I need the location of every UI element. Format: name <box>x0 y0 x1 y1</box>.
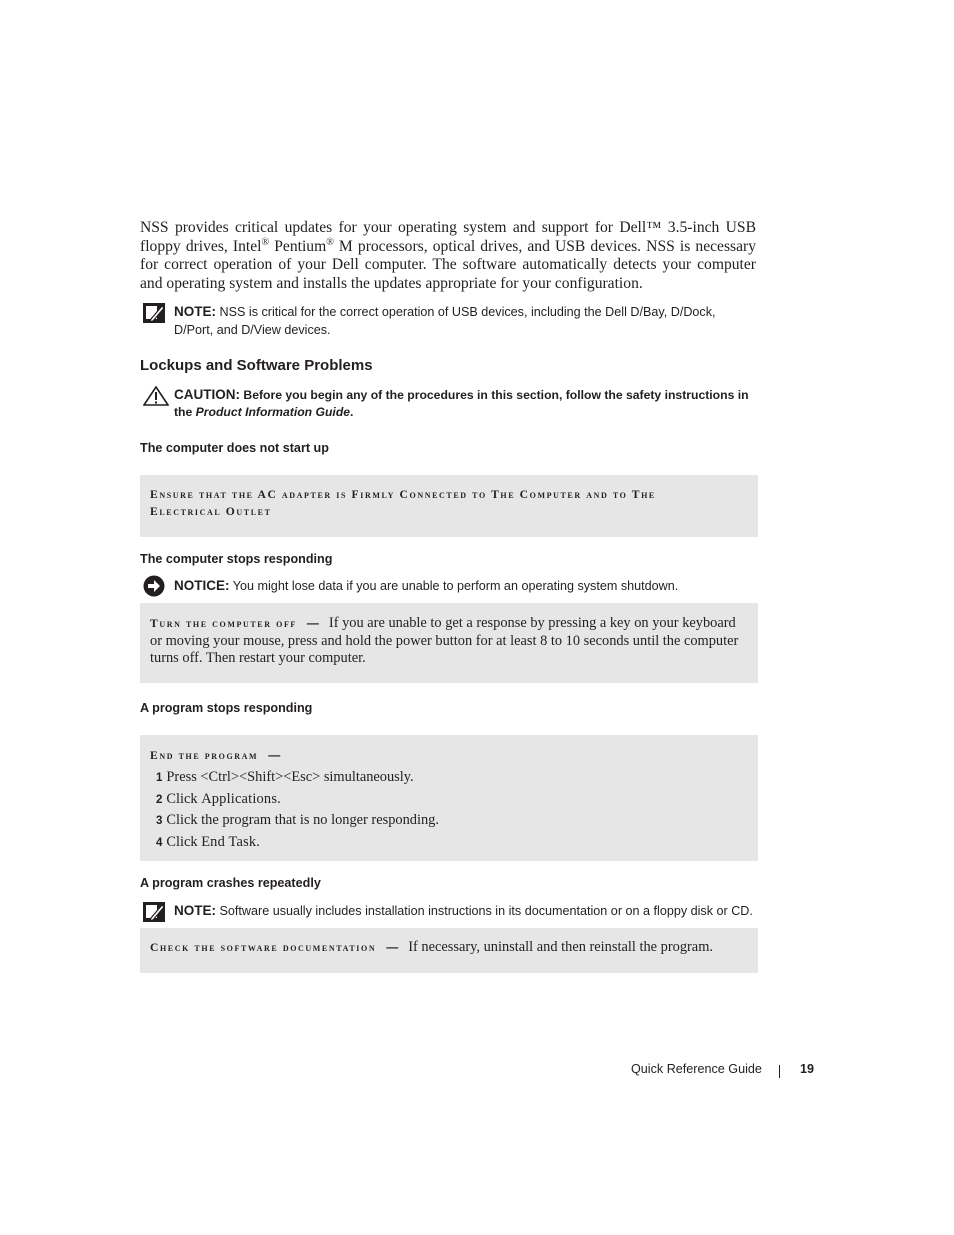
heading-program-crashes: A program crashes repeatedly <box>140 876 321 890</box>
step-text: Click <box>166 790 202 807</box>
notice-data-loss <box>140 577 758 595</box>
em-dash: — <box>386 940 399 954</box>
step-item <box>156 810 748 832</box>
note-nss <box>140 303 758 339</box>
caution <box>140 386 758 421</box>
step-text-end: . <box>277 790 281 807</box>
step-text: Click the program that is no longer responding. <box>166 812 439 828</box>
em-dash: — <box>268 748 281 762</box>
heading-computer-stops-responding: The computer stops responding <box>140 552 333 566</box>
step-number: 1 <box>156 772 163 784</box>
note-label: NOTE: <box>174 903 216 918</box>
solution-text: If you are unable to get a response by pressing a key on your keyboard or moving your mouse, press and hold the power button for at least 8 to 10 seconds until the computer turns off. Then restart your computer. <box>150 615 739 666</box>
footer-guide-name: Quick Reference Guide <box>631 1062 762 1076</box>
step-item <box>156 767 748 789</box>
caution-text: Before you begin any of the procedures in this section, follow the safety instructions in the <box>174 388 749 419</box>
note-software-docs <box>140 902 758 920</box>
heading-program-stops-responding: A program stops responding <box>140 701 313 715</box>
step-number: 3 <box>156 815 163 827</box>
notice-text: You might lose data if you are unable to perform an operating system shutdown. <box>229 579 679 593</box>
caution-end: . <box>350 405 354 419</box>
note-pencil-icon <box>143 902 165 927</box>
solution-title: Turn the computer off <box>150 617 297 630</box>
step-number: 4 <box>156 836 163 849</box>
note-label: NOTE: <box>174 304 216 319</box>
solution-text: If necessary, uninstall and then reinstall the program. <box>408 939 713 955</box>
intro-paragraph <box>140 219 756 293</box>
step-text: Click <box>166 833 202 850</box>
page-number: 19 <box>800 1062 815 1076</box>
note-text: NSS is critical for the correct operation of USB devices, including the Dell D/Bay, D/Dock, D/Port, and D/View devices. <box>174 305 716 337</box>
steps-list <box>150 767 748 853</box>
step-ui-term: Applications <box>201 790 278 807</box>
registered-mark: ® <box>261 236 270 248</box>
notice-arrow-icon <box>143 575 165 602</box>
solution-box-turn-off <box>140 603 758 683</box>
solution-title-line2: Electrical Outlet <box>150 505 272 518</box>
solution-box-check-docs <box>140 928 758 973</box>
step-text: Press <Ctrl><Shift><Esc> simultaneously. <box>166 769 414 785</box>
section-title: Lockups and Software Problems <box>140 357 373 374</box>
step-text-end: . <box>256 833 260 850</box>
solution-title-line1: Ensure that the AC adapter is Firmly Connected to The Computer and to The <box>150 488 656 501</box>
step-number: 2 <box>156 793 163 806</box>
intro-text-2: Pentium <box>269 237 327 255</box>
step-item <box>156 789 748 811</box>
em-dash: — <box>306 616 319 630</box>
caution-guide-title: Product Information Guide <box>195 405 351 419</box>
footer-separator <box>779 1065 780 1078</box>
intro-text-3: M processors, optical drives, and USB devices. NSS is necessary for correct operation of your Dell computer. The software automatically detects your computer and operating system and installs the updates appropriate for your configuration. <box>140 237 757 292</box>
registered-mark: ® <box>326 236 334 248</box>
step-item <box>156 832 748 854</box>
heading-computer-does-not-start: The computer does not start up <box>140 441 329 455</box>
intro-text-1: NSS provides critical updates for your operating system and support for Dell™ 3.5-inch USB floppy drives, Intel <box>140 219 756 255</box>
solution-title: Check the software documentation <box>150 941 377 954</box>
solution-box-ac-adapter <box>140 475 758 537</box>
note-pencil-icon <box>143 303 165 328</box>
solution-title: End the program <box>150 749 259 762</box>
note-text: Software usually includes installation instructions in its documentation or on a floppy disk or CD. <box>216 904 753 918</box>
solution-box-end-program <box>140 735 758 861</box>
step-ui-term: End Task <box>201 833 257 850</box>
notice-label: NOTICE: <box>174 578 230 593</box>
caution-triangle-icon <box>143 386 169 411</box>
caution-label: CAUTION: <box>174 387 240 402</box>
